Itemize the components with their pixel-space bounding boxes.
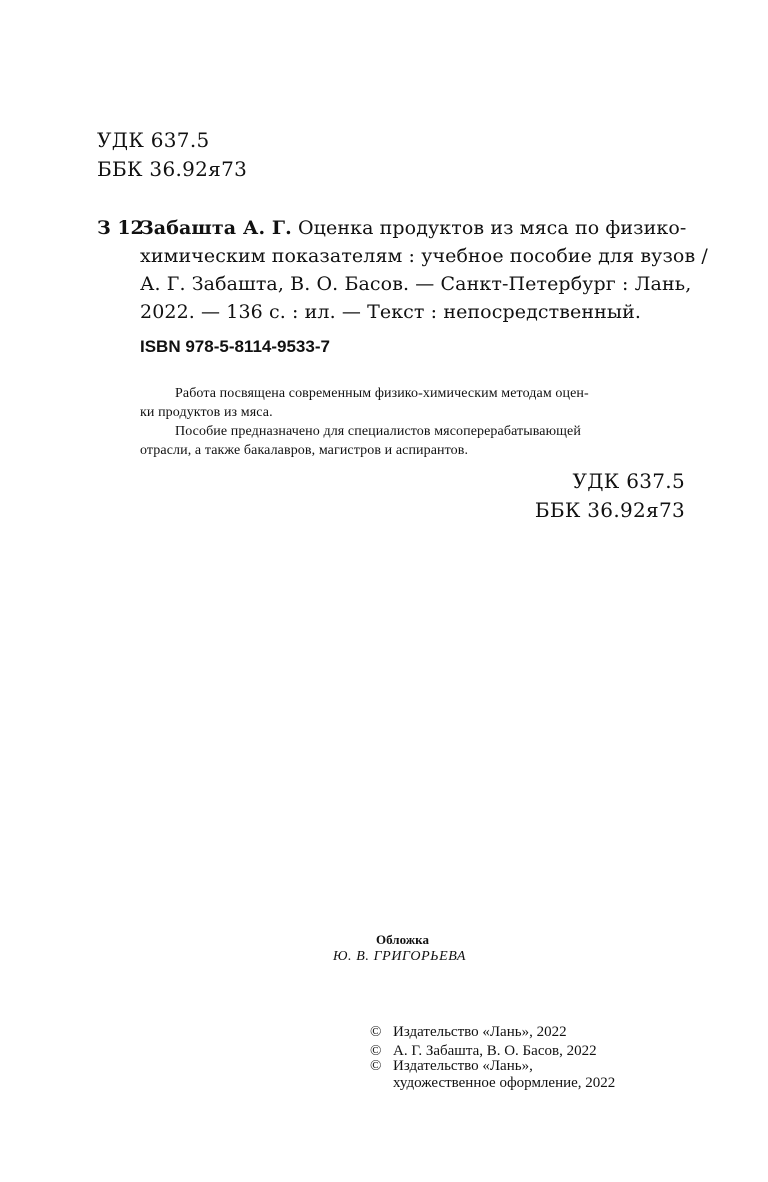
abstract-line-4: отрасли, а также бакалавров, магистров и аспирантов. xyxy=(140,443,469,458)
copyright-line-2: А. Г. Забашта, В. О. Басов, 2022 xyxy=(393,1043,597,1059)
cover-label: Обложка xyxy=(376,932,429,947)
title-start: Оценка продуктов из мяса по физико- xyxy=(291,217,687,239)
copyright-symbol-3: © xyxy=(370,1058,382,1074)
cutter-code: З 12 xyxy=(97,217,144,239)
udk-code-top: УДК 637.5 xyxy=(97,128,210,152)
copyright-line-3: Издательство «Лань», xyxy=(393,1058,533,1074)
cover-designer: Ю. В. ГРИГОРЬЕВА xyxy=(333,949,467,964)
bibliographic-entry-line-1 xyxy=(140,217,686,239)
abstract-line-3: Пособие предназначено для специалистов мясоперерабатывающей xyxy=(175,424,581,439)
bibliographic-entry-line-2: химическим показателям : учебное пособие для вузов / xyxy=(140,245,708,267)
bbk-code-top: ББК 36.92я73 xyxy=(97,157,248,181)
author-name: Забашта А. Г. xyxy=(140,217,292,239)
abstract-line-1: Работа посвящена современным физико-химическим методам оцен- xyxy=(175,386,589,401)
bibliographic-entry-line-4: 2022. — 136 с. : ил. — Текст : непосредственный. xyxy=(140,301,642,323)
copyright-symbol-1: © xyxy=(370,1024,382,1040)
udk-code-right: УДК 637.5 xyxy=(572,469,685,493)
copyright-symbol-2: © xyxy=(370,1043,382,1059)
abstract-line-2: ки продуктов из мяса. xyxy=(140,405,273,420)
copyright-line-4: художественное оформление, 2022 xyxy=(393,1075,616,1091)
isbn: ISBN 978-5-8114-9533-7 xyxy=(140,337,330,356)
bibliographic-entry-line-3: А. Г. Забашта, В. О. Басов. — Санкт-Петербург : Лань, xyxy=(140,273,692,295)
bbk-code-right: ББК 36.92я73 xyxy=(534,498,685,522)
copyright-line-1: Издательство «Лань», 2022 xyxy=(393,1024,567,1040)
